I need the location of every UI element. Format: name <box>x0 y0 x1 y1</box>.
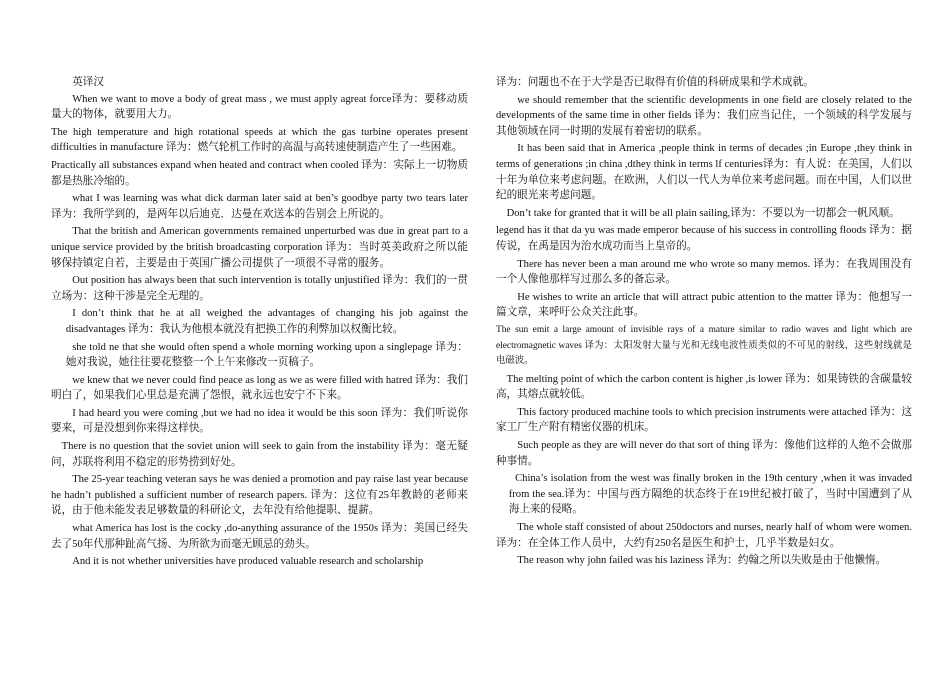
right-column <box>496 75 912 571</box>
paragraph: That the british and American governments remained unperturbed was due in great part to a unique service provided by the british broadcasting corporation 译为：当时英美政府之所以能够保持镇定自若，主要是由于英国广播公司提供了一项很不寻常的服务。 <box>51 226 468 269</box>
paragraph: we should remember that the scientific developments in one field are closely related to the developments of the same time in other fields 译为：我们应当记住，一个领域的科学发展与其他领域在同一时期的发展有着密切的联系。 <box>496 94 912 137</box>
left-column <box>51 75 468 572</box>
paragraph: Don’t take for granted that it will be all plain sailing,译为：不要以为一切都会一帆风顺。 <box>506 207 900 219</box>
paragraph: legend has it that da yu was made emperor because of his success in controlling floods 译为：据传说，在禹是因为治水成功而当上皇帝的。 <box>496 225 912 252</box>
paragraph: When we want to move a body of great mass , we must apply agreat force译为：要移动质量大的物体，就要用大力。 <box>51 93 468 121</box>
paragraph: China’s isolation from the west was finally broken in the 19th century ,when it was invaded from the sea.译为：中国与西方隔绝的状态终于在19世纪被打破了，当时中国遭到了从海上来的侵略。 <box>508 473 912 516</box>
paragraph: we knew that we never could find peace as long as we as were filled with hatred 译为：我们明白了，如果我们心里总是充满了怨恨，就永远也安宁不下来。 <box>51 374 468 402</box>
paragraph: The high temperature and high rotational speeds at which the gas turbine operates present difficulties in manufacture 译为：燃气轮机工作时的高温与高转速使制造产生了一些困难。 <box>51 126 468 154</box>
paragraph: The melting point of which the carbon content is higher ,is lower 译为：如果铸铁的含碳量较高，其熔点就较低。 <box>496 373 912 401</box>
paragraph: I don’t think that he at all weighed the advantages of changing his job against the disadvantages 译为：我认为他根本就没有把换工作的利弊加以权衡比较。 <box>65 308 468 335</box>
paragraph: Such people as they are will never do that sort of thing 译为：像他们这样的人绝不会做那种事情。 <box>496 440 912 467</box>
paragraph: He wishes to write an article that will attract pubic attention to the matter 译为：他想写一篇文章，来呼吁公众关注此事。 <box>496 291 912 319</box>
paragraph: what America has lost is the cocky ,do-anything assurance of the 1950s 译为：美国已经失去了50年代那种趾高气扬、为所欲为而毫无顾忌的劲头。 <box>51 523 468 550</box>
paragraph: The whole staff consisted of about 250doctors and nurses, nearly half of whom were women.译为：在全体工作人员中，大约有250名是医生和护士，几乎半数是妇女。 <box>496 522 912 549</box>
paragraph: There has never been a man around me who wrote so many memos. 译为：在我周围没有一个人像他那样写过那么多的备忘录。 <box>496 258 912 286</box>
paragraph: she told ne that she would often spend a whole morning working upon a singlepage 译为：她对我说，她往往要花整整一个上午来修改一页稿子。 <box>65 341 468 369</box>
paragraph: There is no question that the soviet union will seek to gain from the instability 译为：毫无疑问，苏联将利用不稳定的形势捞到好处。 <box>51 441 468 468</box>
paragraph: 译为：问题也不在于大学是否已取得有价值的科研成果和学术成就。 <box>496 77 814 88</box>
paragraph: Practically all substances expand when heated and contract when cooled 译为：实际上一切物质都是热胀冷缩的。 <box>51 159 468 187</box>
paragraph: And it is not whether universities have produced valuable research and scholarship <box>72 556 424 568</box>
paragraph: I had heard you were coming ,but we had no idea it would be this soon 译为：我们听说你要来，可是没想到你来得这样快。 <box>51 407 468 435</box>
paragraph: It has been said that in America ,people think in terms of decades ;in Europe ,they think in terms of generations ;in china ,dthey think in terms lf centuries译为：有人说：在美国，人们以十年为单位来考虑问题。在欧洲，人们以一代人为单位来考虑问题。而在中国，人们以世纪的眼光来考虑问题。 <box>496 143 912 202</box>
paragraph: what I was learning was what dick darman later said at ben’s goodbye party two tears later 译为：我所学到的，是两年以后迪克．达曼在欢送本的告别会上所说的。 <box>51 193 468 220</box>
paragraph: Out position has always been that such intervention is totally unjustified 译为：我们的一贯立场为：这种干涉是完全无理的。 <box>51 275 468 302</box>
paragraph: The reason why john failed was his laziness 译为：约翰之所以失败是由于他懒惰。 <box>517 555 887 567</box>
paragraph: This factory produced machine tools to which precision instruments were attached 译为：这家工厂生产附有精密仪器的机床。 <box>496 406 912 434</box>
paragraph: The sun emit a large amount of invisible rays of a mature similar to radio waves and light which are electromagnetic waves 译为：太阳发射大量与光和无线电波性质类似的不可见的射线，这些射线就是电磁波。 <box>496 324 912 367</box>
paragraph: The 25-year teaching veteran says he was denied a promotion and pay raise last year because he hadn’t published a sufficient number of research papers. 译为：这位有25年教龄的老师来说，由于他未能发表足够数量的科研论文，去年没有给他提职、提薪。 <box>51 474 468 517</box>
section-heading: 英译汉 <box>72 77 104 88</box>
